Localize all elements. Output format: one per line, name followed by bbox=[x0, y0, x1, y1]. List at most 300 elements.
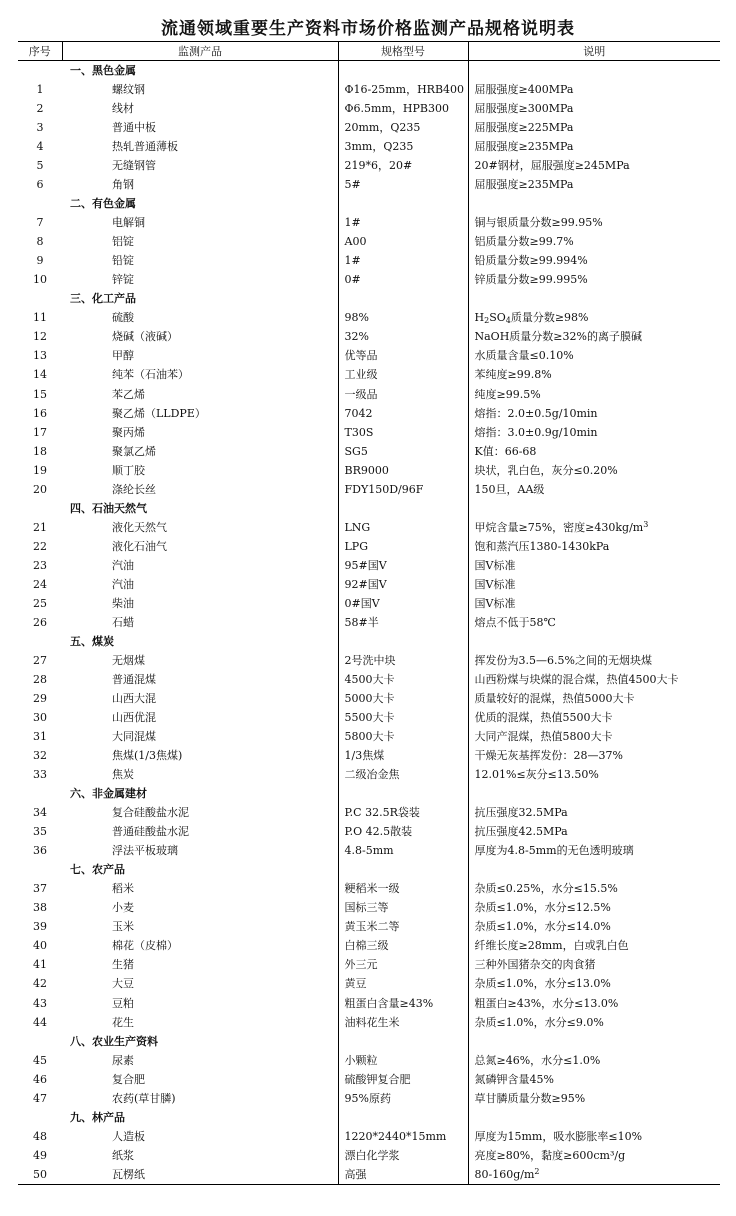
category-name: 七、农产品 bbox=[70, 863, 125, 877]
spec-model: T30S bbox=[338, 423, 468, 442]
table-row bbox=[18, 175, 720, 194]
spec-model: 1# bbox=[338, 213, 468, 232]
spec-model: 黄玉米二等 bbox=[338, 917, 468, 936]
product-name: 液化石油气 bbox=[112, 539, 167, 553]
table-row bbox=[18, 346, 720, 365]
product-name: 柴油 bbox=[112, 596, 134, 610]
product-name: 电解铜 bbox=[112, 216, 145, 230]
desc-empty bbox=[468, 61, 720, 81]
product-name: 豆粕 bbox=[112, 996, 134, 1010]
description: 水质量含量≤0.10% bbox=[468, 346, 720, 365]
spec-model: 3mm，Q235 bbox=[338, 137, 468, 156]
table-row bbox=[18, 803, 720, 822]
product-name: 玉米 bbox=[112, 920, 134, 934]
product-name: 涤纶长丝 bbox=[112, 482, 156, 496]
spec-model: 58#半 bbox=[338, 613, 468, 632]
row-number: 38 bbox=[33, 901, 47, 915]
description: 铝质量分数≥99.7% bbox=[468, 232, 720, 251]
table-row bbox=[18, 385, 720, 404]
spec-model: 7042 bbox=[338, 404, 468, 423]
spec-model: 5500大卡 bbox=[338, 708, 468, 727]
table-row bbox=[18, 936, 720, 955]
category-row bbox=[18, 61, 720, 81]
product-name: 汽油 bbox=[112, 558, 134, 572]
category-name: 二、有色金属 bbox=[70, 197, 136, 211]
description: 厚度为15mm，吸水膨胀率≤10% bbox=[468, 1127, 720, 1146]
spec-model: 219*6，20# bbox=[338, 156, 468, 175]
product-name: 角钢 bbox=[112, 178, 134, 192]
row-number: 13 bbox=[33, 349, 47, 363]
product-name: 聚乙烯（LLDPE） bbox=[112, 406, 206, 420]
spec-model: LNG bbox=[338, 518, 468, 537]
row-number: 27 bbox=[33, 653, 47, 667]
category-name: 六、非金属建材 bbox=[70, 787, 147, 801]
product-name: 铅锭 bbox=[112, 254, 134, 268]
desc-subscript: 4 bbox=[505, 316, 511, 326]
header-spec: 规格型号 bbox=[338, 42, 468, 61]
product-name: 花生 bbox=[112, 1015, 134, 1029]
row-number: 37 bbox=[33, 882, 47, 896]
spec-model: 92#国Ⅴ bbox=[338, 575, 468, 594]
product-name: 普通中板 bbox=[112, 121, 156, 135]
row-number-empty bbox=[18, 1108, 62, 1127]
description: 熔指：2.0±0.5g/10min bbox=[468, 404, 720, 423]
description: 国Ⅴ标准 bbox=[468, 575, 720, 594]
row-number: 49 bbox=[33, 1148, 47, 1162]
product-name: 人造板 bbox=[112, 1129, 145, 1143]
product-name: 山西大混 bbox=[112, 692, 156, 706]
category-row bbox=[18, 1032, 720, 1051]
spec-empty bbox=[338, 632, 468, 651]
row-number: 30 bbox=[33, 711, 47, 725]
description: 屈服强度≥235MPa bbox=[468, 175, 720, 194]
row-number-empty bbox=[18, 289, 62, 308]
product-name: 大豆 bbox=[112, 977, 134, 991]
product-name: 复合肥 bbox=[112, 1072, 145, 1086]
category-name: 八、农业生产资料 bbox=[70, 1034, 158, 1048]
row-number-empty bbox=[18, 1032, 62, 1051]
table-row bbox=[18, 556, 720, 575]
row-number: 25 bbox=[33, 596, 47, 610]
table-row bbox=[18, 994, 720, 1013]
spec-model: 1/3焦煤 bbox=[338, 746, 468, 765]
description bbox=[468, 308, 720, 327]
description: K值：66-68 bbox=[468, 442, 720, 461]
table-header-row bbox=[18, 42, 720, 61]
table-row bbox=[18, 156, 720, 175]
spec-model: 4.8-5mm bbox=[338, 841, 468, 860]
category-row bbox=[18, 289, 720, 308]
product-name: 铝锭 bbox=[112, 235, 134, 249]
spec-empty bbox=[338, 784, 468, 803]
document-title: 流通领域重要生产资料市场价格监测产品规格说明表 bbox=[161, 19, 575, 39]
spec-model: 粳稻米一级 bbox=[338, 879, 468, 898]
category-name: 三、化工产品 bbox=[70, 292, 136, 306]
table-row bbox=[18, 442, 720, 461]
desc-empty bbox=[468, 289, 720, 308]
table-row bbox=[18, 213, 720, 232]
product-name: 线材 bbox=[112, 102, 134, 116]
desc-text: SO bbox=[489, 311, 506, 325]
product-name: 农药(草甘膦) bbox=[112, 1091, 176, 1105]
row-number: 50 bbox=[18, 1165, 62, 1185]
spec-model: 1220*2440*15mm bbox=[338, 1127, 468, 1146]
row-number: 11 bbox=[33, 311, 47, 325]
spec-model: 2号洗中块 bbox=[338, 651, 468, 670]
description: 国Ⅴ标准 bbox=[468, 556, 720, 575]
table-row bbox=[18, 308, 720, 327]
spec-model: 黄豆 bbox=[338, 974, 468, 993]
desc-text: 甲烷含量≥75%，密度≥430kg/m bbox=[474, 520, 644, 534]
description: 杂质≤1.0%，水分≤13.0% bbox=[468, 974, 720, 993]
table-row bbox=[18, 480, 720, 499]
row-number: 22 bbox=[33, 539, 47, 553]
description: 铜与银质量分数≥99.95% bbox=[468, 213, 720, 232]
desc-subscript: 2 bbox=[484, 316, 490, 326]
row-number: 9 bbox=[36, 254, 44, 268]
description: 熔点不低于58℃ bbox=[468, 613, 720, 632]
spec-model: 一级品 bbox=[338, 385, 468, 404]
table-row bbox=[18, 365, 720, 384]
row-number: 35 bbox=[33, 825, 47, 839]
table-row bbox=[18, 1089, 720, 1108]
description: 干燥无灰基挥发份：28—37% bbox=[468, 746, 720, 765]
description: 抗压强度32.5MPa bbox=[468, 803, 720, 822]
table-row bbox=[18, 708, 720, 727]
row-number: 24 bbox=[33, 577, 47, 591]
table-row bbox=[18, 1070, 720, 1089]
table-row bbox=[18, 327, 720, 346]
description: 厚度为4.8-5mm的无色透明玻璃 bbox=[468, 841, 720, 860]
row-number: 39 bbox=[33, 920, 47, 934]
product-name: 锌锭 bbox=[112, 273, 134, 287]
row-number: 29 bbox=[33, 692, 47, 706]
spec-model: 32% bbox=[338, 327, 468, 346]
category-name: 四、石油天然气 bbox=[70, 501, 147, 515]
product-name: 生猪 bbox=[112, 958, 134, 972]
spec-model: 高强 bbox=[338, 1165, 468, 1185]
description: 锌质量分数≥99.995% bbox=[468, 270, 720, 289]
spec-model: 优等品 bbox=[338, 346, 468, 365]
product-name: 棉花（皮棉） bbox=[112, 939, 178, 953]
table-row bbox=[18, 689, 720, 708]
table-row bbox=[18, 99, 720, 118]
table-row bbox=[18, 841, 720, 860]
description: 粗蛋白≥43%，水分≤13.0% bbox=[468, 994, 720, 1013]
category-row bbox=[18, 860, 720, 879]
table-row bbox=[18, 974, 720, 993]
category-row bbox=[18, 784, 720, 803]
row-number: 20 bbox=[33, 482, 47, 496]
desc-empty bbox=[468, 1032, 720, 1051]
description: 氮磷钾含量45% bbox=[468, 1070, 720, 1089]
description: 大同产混煤，热值5800大卡 bbox=[468, 727, 720, 746]
table-row bbox=[18, 822, 720, 841]
header-desc: 说明 bbox=[468, 42, 720, 61]
table-row bbox=[18, 575, 720, 594]
product-name: 无烟煤 bbox=[112, 653, 145, 667]
desc-text: 质量分数≥98% bbox=[510, 311, 589, 325]
desc-superscript: 3 bbox=[643, 519, 649, 529]
spec-model: 白棉三级 bbox=[338, 936, 468, 955]
description: 国Ⅴ标准 bbox=[468, 594, 720, 613]
desc-text: H bbox=[474, 311, 485, 325]
product-name: 浮法平板玻璃 bbox=[112, 844, 178, 858]
product-name: 苯乙烯 bbox=[112, 387, 145, 401]
product-name: 无缝钢管 bbox=[112, 159, 156, 173]
spec-model: FDY150D/96F bbox=[338, 480, 468, 499]
row-number: 48 bbox=[33, 1129, 47, 1143]
desc-text: 80-160g/m bbox=[474, 1167, 535, 1181]
description: 屈服强度≥300MPa bbox=[468, 99, 720, 118]
table-row bbox=[18, 746, 720, 765]
table-row bbox=[18, 404, 720, 423]
product-name: 聚丙烯 bbox=[112, 425, 145, 439]
description: 杂质≤1.0%，水分≤9.0% bbox=[468, 1013, 720, 1032]
spec-model: 油料花生米 bbox=[338, 1013, 468, 1032]
row-number: 3 bbox=[36, 121, 44, 135]
row-number-empty bbox=[18, 61, 62, 81]
spec-model: 5000大卡 bbox=[338, 689, 468, 708]
row-number: 8 bbox=[36, 235, 44, 249]
row-number: 17 bbox=[33, 425, 47, 439]
table-row bbox=[18, 270, 720, 289]
row-number: 5 bbox=[36, 159, 44, 173]
row-number: 42 bbox=[33, 977, 47, 991]
product-name: 顺丁胶 bbox=[112, 463, 145, 477]
product-name: 烧碱（液碱） bbox=[112, 330, 178, 344]
desc-empty bbox=[468, 632, 720, 651]
product-name: 尿素 bbox=[112, 1053, 134, 1067]
product-name: 焦煤(1/3焦煤) bbox=[112, 749, 183, 763]
table-row bbox=[18, 917, 720, 936]
spec-model: 20mm，Q235 bbox=[338, 118, 468, 137]
header-no: 序号 bbox=[18, 42, 62, 61]
table-row bbox=[18, 232, 720, 251]
table-row bbox=[18, 1127, 720, 1146]
row-number: 15 bbox=[33, 387, 47, 401]
description: NaOH质量分数≥32%的离子膜碱 bbox=[468, 327, 720, 346]
row-number: 32 bbox=[33, 749, 47, 763]
description: 苯纯度≥99.8% bbox=[468, 365, 720, 384]
description: 饱和蒸汽压1380-1430kPa bbox=[468, 537, 720, 556]
spec-model: 漂白化学浆 bbox=[338, 1146, 468, 1165]
row-number: 19 bbox=[33, 463, 47, 477]
spec-model: 95#国Ⅴ bbox=[338, 556, 468, 575]
spec-model: 5800大卡 bbox=[338, 727, 468, 746]
description: 熔指：3.0±0.9g/10min bbox=[468, 423, 720, 442]
spec-model: 二级冶金焦 bbox=[338, 765, 468, 784]
spec-empty bbox=[338, 1032, 468, 1051]
spec-model: SG5 bbox=[338, 442, 468, 461]
row-number: 41 bbox=[33, 958, 47, 972]
product-name: 纯苯（石油苯） bbox=[112, 368, 189, 382]
spec-empty bbox=[338, 194, 468, 213]
spec-model: Φ6.5mm，HPB300 bbox=[338, 99, 468, 118]
description: 纯度≥99.5% bbox=[468, 385, 720, 404]
product-name: 复合硅酸盐水泥 bbox=[112, 806, 189, 820]
description: 12.01%≤灰分≤13.50% bbox=[468, 765, 720, 784]
product-name: 山西优混 bbox=[112, 711, 156, 725]
description bbox=[468, 518, 720, 537]
product-name: 甲醇 bbox=[112, 349, 134, 363]
spec-model: 小颗粒 bbox=[338, 1051, 468, 1070]
row-number: 23 bbox=[33, 558, 47, 572]
product-name: 硫酸 bbox=[112, 311, 134, 325]
description: 纤维长度≥28mm，白或乳白色 bbox=[468, 936, 720, 955]
spec-model: 国标三等 bbox=[338, 898, 468, 917]
row-number: 12 bbox=[33, 330, 47, 344]
spec-table bbox=[18, 41, 720, 1185]
table-row bbox=[18, 1051, 720, 1070]
product-name: 普通硅酸盐水泥 bbox=[112, 825, 189, 839]
spec-model: P.C 32.5R袋装 bbox=[338, 803, 468, 822]
description: 块状，乳白色，灰分≤0.20% bbox=[468, 461, 720, 480]
table-body bbox=[18, 61, 720, 1185]
spec-model: 硫酸钾复合肥 bbox=[338, 1070, 468, 1089]
product-name: 热轧普通薄板 bbox=[112, 140, 178, 154]
table-row bbox=[18, 251, 720, 270]
row-number: 26 bbox=[33, 615, 47, 629]
table-row bbox=[18, 1165, 720, 1185]
product-name: 汽油 bbox=[112, 577, 134, 591]
description: 抗压强度42.5MPa bbox=[468, 822, 720, 841]
row-number: 14 bbox=[33, 368, 47, 382]
table-row bbox=[18, 537, 720, 556]
product-name: 稻米 bbox=[112, 882, 134, 896]
spec-model: 95%原药 bbox=[338, 1089, 468, 1108]
product-name: 焦炭 bbox=[112, 768, 134, 782]
spec-model: 5# bbox=[338, 175, 468, 194]
spec-model: 粗蛋白含量≥43% bbox=[338, 994, 468, 1013]
description: 挥发份为3.5—6.5%之间的无烟块煤 bbox=[468, 651, 720, 670]
row-number: 1 bbox=[36, 83, 44, 97]
description: 山西粉煤与块煤的混合煤，热值4500大卡 bbox=[468, 670, 720, 689]
row-number: 45 bbox=[33, 1053, 47, 1067]
table-row bbox=[18, 1013, 720, 1032]
description: 杂质≤1.0%，水分≤14.0% bbox=[468, 917, 720, 936]
description: 草甘膦质量分数≥95% bbox=[468, 1089, 720, 1108]
product-name: 大同混煤 bbox=[112, 730, 156, 744]
description: 三种外国猪杂交的肉食猪 bbox=[468, 955, 720, 974]
spec-empty bbox=[338, 61, 468, 81]
row-number: 2 bbox=[36, 102, 44, 116]
row-number: 16 bbox=[33, 406, 47, 420]
table-row bbox=[18, 879, 720, 898]
row-number: 44 bbox=[33, 1015, 47, 1029]
product-name: 普通混煤 bbox=[112, 672, 156, 686]
spec-empty bbox=[338, 499, 468, 518]
description: 屈服强度≥235MPa bbox=[468, 137, 720, 156]
row-number: 7 bbox=[36, 216, 44, 230]
row-number: 31 bbox=[33, 730, 47, 744]
spec-model: 工业级 bbox=[338, 365, 468, 384]
table-row bbox=[18, 727, 720, 746]
product-name: 螺纹钢 bbox=[112, 83, 145, 97]
table-row bbox=[18, 518, 720, 537]
product-name: 纸浆 bbox=[112, 1148, 134, 1162]
table-row bbox=[18, 80, 720, 99]
table-row bbox=[18, 670, 720, 689]
spec-model: 0# bbox=[338, 270, 468, 289]
category-name: 一、黑色金属 bbox=[70, 64, 136, 77]
table-row bbox=[18, 1146, 720, 1165]
row-number: 10 bbox=[33, 273, 47, 287]
spec-empty bbox=[338, 860, 468, 879]
description: 总氮≥46%，水分≤1.0% bbox=[468, 1051, 720, 1070]
category-name: 九、林产品 bbox=[70, 1110, 125, 1124]
product-name: 瓦楞纸 bbox=[62, 1165, 338, 1185]
row-number-empty bbox=[18, 499, 62, 518]
description: 铅质量分数≥99.994% bbox=[468, 251, 720, 270]
description: 屈服强度≥225MPa bbox=[468, 118, 720, 137]
row-number: 28 bbox=[33, 672, 47, 686]
description: 150旦，AA级 bbox=[468, 480, 720, 499]
row-number-empty bbox=[18, 860, 62, 879]
table-row bbox=[18, 137, 720, 156]
table-row bbox=[18, 613, 720, 632]
row-number: 40 bbox=[33, 939, 47, 953]
table-row bbox=[18, 765, 720, 784]
row-number: 46 bbox=[33, 1072, 47, 1086]
desc-empty bbox=[468, 784, 720, 803]
desc-empty bbox=[468, 194, 720, 213]
description: 优质的混煤，热值5500大卡 bbox=[468, 708, 720, 727]
spec-model: 98% bbox=[338, 308, 468, 327]
row-number: 18 bbox=[33, 444, 47, 458]
row-number: 36 bbox=[33, 844, 47, 858]
row-number: 34 bbox=[33, 806, 47, 820]
spec-empty bbox=[338, 1108, 468, 1127]
table-row bbox=[18, 651, 720, 670]
table-row bbox=[18, 898, 720, 917]
description: 亮度≥80%，黏度≥600cm³/g bbox=[468, 1146, 720, 1165]
desc-empty bbox=[468, 499, 720, 518]
product-name: 液化天然气 bbox=[112, 520, 167, 534]
table-row bbox=[18, 955, 720, 974]
category-name: 五、煤炭 bbox=[70, 634, 114, 648]
spec-model: 1# bbox=[338, 251, 468, 270]
description: 屈服强度≥400MPa bbox=[468, 80, 720, 99]
table-row bbox=[18, 118, 720, 137]
table-row bbox=[18, 423, 720, 442]
spec-model: BR9000 bbox=[338, 461, 468, 480]
row-number-empty bbox=[18, 194, 62, 213]
row-number-empty bbox=[18, 632, 62, 651]
spec-model: LPG bbox=[338, 537, 468, 556]
product-name: 聚氯乙烯 bbox=[112, 444, 156, 458]
row-number: 21 bbox=[33, 520, 47, 534]
spec-model: P.O 42.5散装 bbox=[338, 822, 468, 841]
category-row bbox=[18, 499, 720, 518]
spec-empty bbox=[338, 289, 468, 308]
spec-model: 0#国Ⅴ bbox=[338, 594, 468, 613]
row-number-empty bbox=[18, 784, 62, 803]
spec-model: Φ16-25mm，HRB400 bbox=[338, 80, 468, 99]
description: 杂质≤0.25%，水分≤15.5% bbox=[468, 879, 720, 898]
table-row bbox=[18, 594, 720, 613]
row-number: 43 bbox=[33, 996, 47, 1010]
desc-empty bbox=[468, 860, 720, 879]
category-row bbox=[18, 1108, 720, 1127]
desc-empty bbox=[468, 1108, 720, 1127]
row-number: 6 bbox=[36, 178, 44, 192]
description: 20#钢材，屈服强度≥245MPa bbox=[468, 156, 720, 175]
spec-model: 4500大卡 bbox=[338, 670, 468, 689]
row-number: 33 bbox=[33, 768, 47, 782]
header-product: 监测产品 bbox=[62, 42, 338, 61]
description bbox=[468, 1165, 720, 1185]
